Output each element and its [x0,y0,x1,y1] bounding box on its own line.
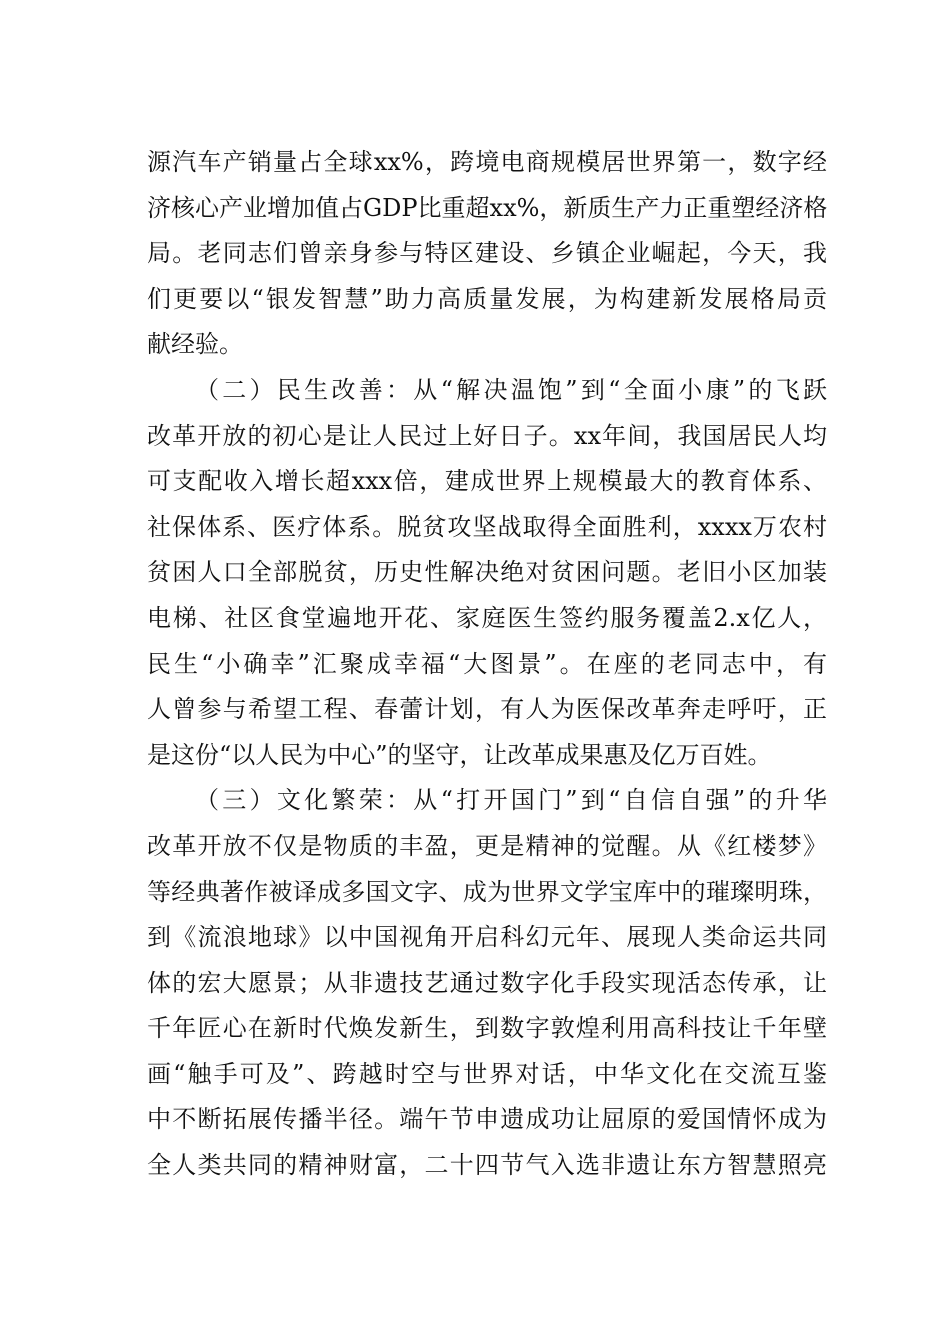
text-line: 可支配收入增长超xxx倍，建成世界上规模最大的教育体系、 [147,467,827,496]
text-line: 画“触手可及”、跨越时空与世界对话，中华文化在交流互鉴 [147,1059,827,1088]
section-heading-culture [147,778,827,824]
text-line: 们更要以“银发智慧”助力高质量发展，为构建新发展格局贡 [147,284,827,313]
text-line: 源汽车产销量占全球xx%，跨境电商规模居世界第一，数字经 [147,148,827,176]
text-line: 献经验。 [147,330,243,359]
text-line: 体的宏大愿景；从非遗技艺通过数字化手段实现活态传承，让 [147,968,827,997]
text-line: 改革开放的初心是让人民过上好日子。xx年间，我国居民人均 [147,421,827,450]
text-line: 到《流浪地球》以中国视角开启科幻元年、展现人类命运共同 [147,923,827,952]
text-line: 改革开放不仅是物质的丰盈，更是精神的觉醒。从《红楼梦》 [147,831,827,860]
section-heading: （二）民生改善：从“解决温饱”到“全面小康”的飞跃 [195,375,827,404]
text-line: 是这份“以人民为中心”的坚守，让改革成果惠及亿万百姓。 [147,740,772,769]
text-line: 民生“小确幸”汇聚成幸福“大图景”。在座的老同志中，有 [147,649,827,678]
paragraph-livelihood [147,414,827,779]
text-line: 等经典著作被译成多国文字、成为世界文学宝库中的璀璨明珠， [147,877,827,906]
text-line: 中不断拓展传播半径。端午节申遗成功让屈原的爱国情怀成为 [147,1105,827,1134]
text-line: 济核心产业增加值占GDP比重超xx%，新质生产力正重塑经济格 [147,193,828,222]
paragraph-culture [147,824,827,1189]
document-body [147,140,827,1189]
text-line: 局。老同志们曾亲身参与特区建设、乡镇企业崛起，今天，我 [147,239,827,268]
text-line: 千年匠心在新时代焕发新生，到数字敦煌利用高科技让千年壁 [147,1014,827,1043]
text-line: 人曾参与希望工程、春蕾计划，有人为医保改革奔走呼吁，正 [147,695,827,724]
section-heading-livelihood [147,368,827,414]
text-line: 全人类共同的精神财富，二十四节气入选非遗让东方智慧照亮 [147,1151,827,1180]
section-heading: （三）文化繁荣：从“打开国门”到“自信自强”的升华 [195,786,827,815]
text-line: 贫困人口全部脱贫，历史性解决绝对贫困问题。老旧小区加装 [147,558,827,587]
paragraph-economy-continued [147,140,827,368]
text-line: 电梯、社区食堂遍地开花、家庭医生签约服务覆盖2.x亿人， [147,603,827,632]
text-line: 社保体系、医疗体系。脱贫攻坚战取得全面胜利，xxxx万农村 [147,512,827,541]
